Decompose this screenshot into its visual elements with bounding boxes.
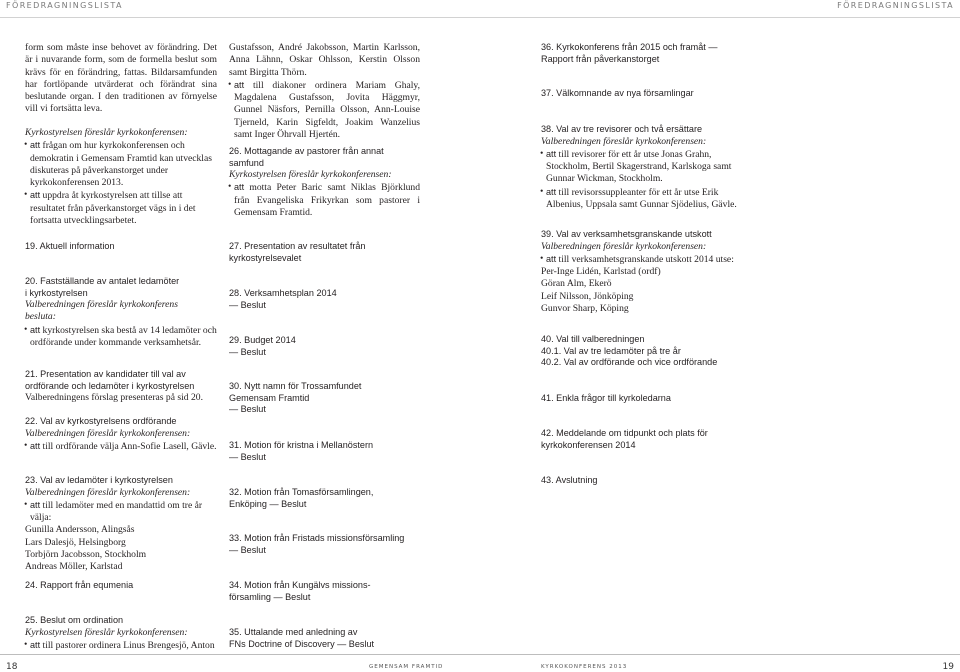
sub-item-40-1: 40.1. Val av tre ledamöter på tre år [541, 345, 681, 356]
name-line: Gunilla Andersson, Alingsås [25, 524, 135, 536]
page-number-left: 18 [6, 662, 18, 672]
agenda-item-32: 32. Motion från Tomasförsamlingen, Enköping — Beslut [229, 487, 374, 509]
page-footer [0, 654, 960, 672]
agenda-item-28: 28. Verksamhetsplan 2014 — Beslut [229, 288, 337, 310]
proposal-bullet: • att till revisorssuppleanter för ett år utse Erik Albenius, Uppsala samt Gunnar Sjödelius, Gävle. [541, 186, 739, 212]
agenda-item-43: 43. Avslutning [541, 475, 598, 485]
proposal-heading: Valberedningen föreslår kyrkokonferensen: [541, 135, 707, 147]
proposal-heading: Valberedningen föreslår kyrkokonferens [25, 299, 178, 311]
agenda-item-38: 38. Val av tre revisorer och två ersättare Valberedningen föreslår kyrkokonferensen: • att till revisorer för ett år utse Jonas Grahn, Stockholm, Bertil Skagerstrand, Karlskoga samt Gunnar Wickman, Stockholm. • att till revisorssuppleanter för ett år utse Erik Albenius, Uppsala samt Gunnar Sjödelius, Gävle. [541, 124, 739, 211]
proposal-bullet: • att frågan om hur kyrkokonferensen och demokratin i Gemensam Framtid kan utvecklas diskuteras på påverkanstorget under kyrkokonferensen 2013. [25, 139, 217, 189]
agenda-item-29: 29. Budget 2014 — Beslut [229, 335, 296, 357]
proposal-bullet: • att uppdra åt kyrkostyrelsen att tillse att resultatet från påverkanstorget vägs in i det fortsatta utvecklingsarbetet. [25, 189, 217, 227]
agenda-item-26: 26. Mottagande av pastorer från annat samfund Kyrkostyrelsen föreslår kyrkokonferensen: • att motta Peter Baric samt Niklas Björklund från Evangeliska Frikyrkan som pastorer i Gemensam Framtid. [229, 146, 420, 219]
name-line: Lars Dalesjö, Helsingborg [25, 536, 126, 548]
running-header-right: FÖREDRAGNINGSLISTA [837, 1, 954, 10]
proposal-bullet: • att till ledamöter med en mandattid om tre år välja: [25, 499, 217, 525]
proposal-heading: Kyrkostyrelsen föreslår kyrkokonferensen: [229, 169, 392, 181]
agenda-item-39: 39. Val av verksamhetsgranskande utskott Valberedningen föreslår kyrkokonferensen: • att till verksamhetsgranskande utskott 2014 utse: Per-Inge Lidén, Karlstad (ordf) Göran Alm, Ekerö Leif Nilsson, Jönköping Gunvor Sharp, Köping [541, 229, 739, 315]
column-middle [229, 42, 420, 141]
proposal-heading: Valberedningen föreslår kyrkokonferensen: [541, 240, 707, 252]
proposal-heading: Valberedningen föreslår kyrkokonferensen: [25, 427, 191, 439]
agenda-item-19: 19. Aktuell information [25, 241, 115, 251]
proposal-heading: Kyrkostyrelsen föreslår kyrkokonferensen: [25, 127, 188, 138]
column-left [25, 42, 217, 116]
agenda-item-33: 33. Motion från Fristads missionsförsamling — Beslut [229, 533, 405, 555]
footer-event: KYRKOKONFERENS 2013 [541, 664, 628, 670]
agenda-item-40: 40. Val till valberedningen 40.1. Val av tre ledamöter på tre år 40.2. Val av ordförande och vice ordförande [541, 334, 739, 369]
page-number-right: 19 [942, 662, 954, 672]
agenda-item-30: 30. Nytt namn för Trossamfundet Gemensam Framtid — Beslut [229, 381, 362, 415]
agenda-item-24: 24. Rapport från equmenia [25, 580, 134, 590]
proposal-bullet: • att motta Peter Baric samt Niklas Björklund från Evangeliska Frikyrkan som pastorer i Gemensam Framtid. [229, 181, 420, 219]
agenda-item-35: 35. Uttalande med anledning av FNs Doctrine of Discovery — Beslut [229, 627, 375, 649]
name-line: Andreas Möller, Karlstad [25, 561, 123, 573]
proposal-bullet: • att till revisorer för ett år utse Jonas Grahn, Stockholm, Bertil Skagerstrand, Karlskoga samt Gunnar Wickman, Stockholm. [541, 148, 739, 186]
proposal-bullet: • att till diakoner ordinera Mariam Ghaly, Magdalena Gustafsson, Jovita Häggmyr, Gunnel Näsfors, Pernilla Olsson, Ann-Louise Tjerneld, Karin Sigfeldt, Joakim Wanzelius samt Inger Öhrvall Hjertén. [229, 79, 420, 141]
agenda-item-31: 31. Motion för kristna i Mellanöstern — Beslut [229, 440, 374, 462]
intro-paragraph: form som måste inse behovet av förändring. Det är i nuvarande form, som de formella beslut som krävs för en förändring, fattas. Bildarsamfunden har fortlöpande utvärderat och förändrat sina beslutande organ. I den traditionen av förnyelse vill vi fortsätta leva. [25, 42, 217, 115]
agenda-item-21: 21. Presentation av kandidater till val av ordförande och ledamöter i kyrkostyrelsen Valberedningens förslag presenteras på sid 20. [25, 369, 203, 404]
proposal-bullet: • att till verksamhetsgranskande utskott 2014 utse: [541, 253, 739, 266]
agenda-item-22: 22. Val av kyrkostyrelsens ordförande Valberedningen föreslår kyrkokonferensen: • att till ordförande välja Ann-Sofie Lasell, Gävle. [25, 416, 217, 453]
name-line: Göran Alm, Ekerö [541, 278, 612, 290]
running-header-left: FÖREDRAGNINGSLISTA [6, 1, 123, 10]
proposal-bullet: • att kyrkostyrelsen ska bestå av 14 ledamöter och ordförande under kommande verksamhetsår. [25, 324, 217, 350]
agenda-item-41: 41. Enkla frågor till kyrkoledarna [541, 393, 671, 403]
footer-rule [0, 654, 960, 655]
continued-paragraph: Gustafsson, André Jakobsson, Martin Karlsson, Anna Lähnn, Oskar Ohlsson, Kerstin Olsson samt Birgitta Thörn. [229, 42, 420, 78]
name-line: Per-Inge Lidén, Karlstad (ordf) [541, 266, 661, 278]
agenda-item-20: 20. Fastställande av antalet ledamöter i kyrkostyrelsen Valberedningen föreslår kyrkokonferens besluta: • att kyrkostyrelsen ska bestå av 14 ledamöter och ordförande under kommande verksamhetsår. [25, 276, 217, 349]
agenda-item-23: 23. Val av ledamöter i kyrkostyrelsen Valberedningen föreslår kyrkokonferensen: • att till ledamöter med en mandattid om tre år välja: Gunilla Andersson, Alingsås Lars Dalesjö, Helsingborg Torbjörn Jacobsson, Stockholm Andreas Möller, Karlstad [25, 475, 217, 574]
proposal-heading: Kyrkostyrelsen föreslår kyrkokonferensen: [25, 626, 188, 638]
agenda-item-42: 42. Meddelande om tidpunkt och plats för kyrkokonferensen 2014 [541, 428, 708, 450]
agenda-item-34: 34. Motion från Kungälvs missions- församling — Beslut [229, 580, 371, 602]
sub-item-40-2: 40.2. Val av ordförande och vice ordförande [541, 357, 718, 368]
name-line: Gunvor Sharp, Köping [541, 303, 629, 315]
name-line: Torbjörn Jacobsson, Stockholm [25, 549, 147, 561]
proposal-bullet: • att till pastorer ordinera Linus Brengesjö, Anton [25, 639, 217, 652]
agenda-item-37: 37. Välkomnande av nya församlingar [541, 88, 694, 98]
agenda-item-27: 27. Presentation av resultatet från kyrkostyrelsevalet [229, 241, 366, 263]
proposal-heading: Valberedningen föreslår kyrkokonferensen: [25, 486, 191, 498]
agenda-item-25: 25. Beslut om ordination Kyrkostyrelsen föreslår kyrkokonferensen: • att till pastorer ordinera Linus Brengesjö, Anton [25, 615, 217, 652]
proposal-bullet: • att till ordförande välja Ann-Sofie Lasell, Gävle. [25, 440, 217, 453]
name-line: Leif Nilsson, Jönköping [541, 290, 634, 302]
header-rule [0, 17, 960, 18]
item-18-proposal [25, 127, 217, 227]
footer-publication: GEMENSAM FRAMTID [369, 664, 444, 670]
agenda-item-36: 36. Kyrkokonferens från 2015 och framåt — Rapport från påverkanstorget [541, 42, 718, 64]
